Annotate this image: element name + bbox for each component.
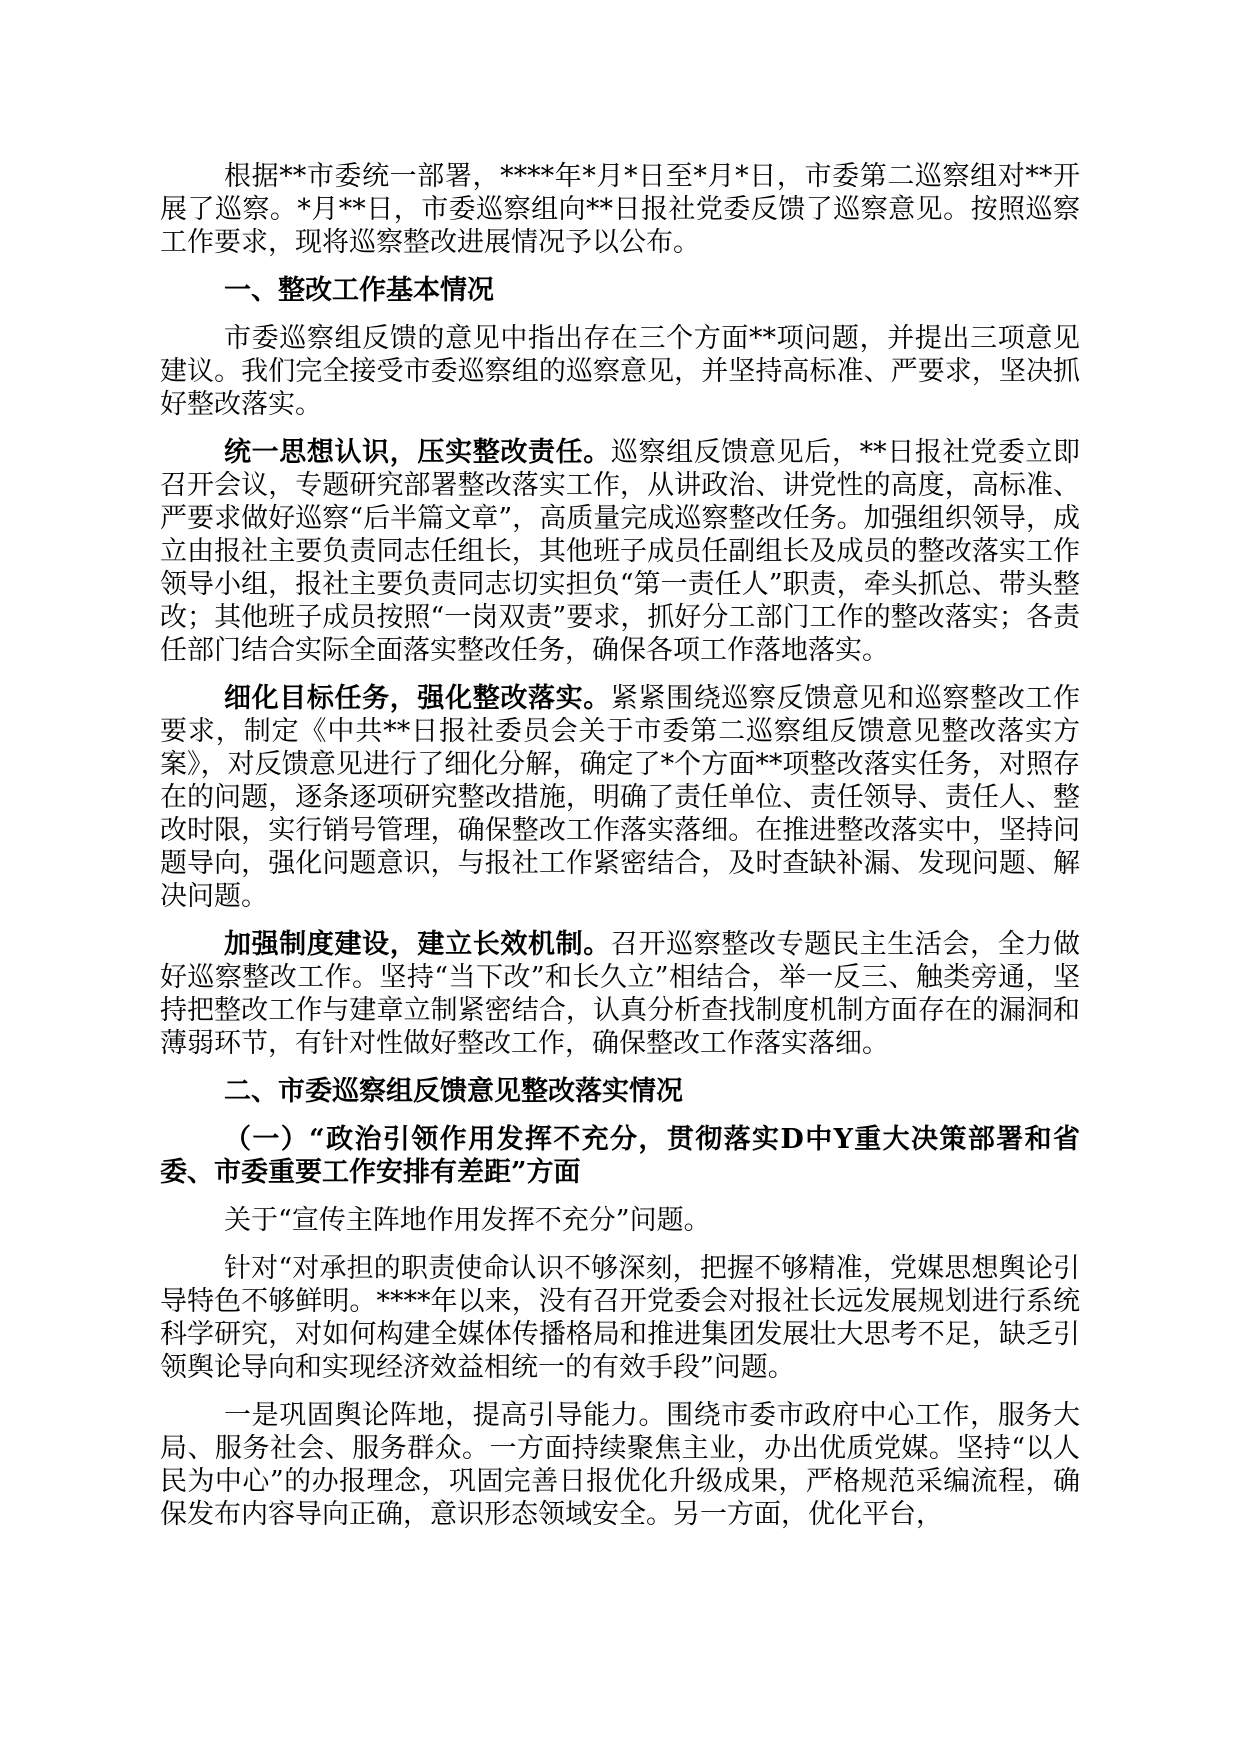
subsection1-heading: （一）“政治引领作用发挥不充分，贯彻落实D中Y重大决策部署和省委、市委重要工作安排有差距”方面 <box>160 1124 1080 1188</box>
measure3-paragraph <box>160 928 1080 1060</box>
measure1-body: 巡察组反馈意见后，**日报社党委立即召开会议，专题研究部署整改落实工作，从讲政治、讲党性的高度，高标准、严要求做好巡察“后半篇文章”，高质量完成巡察整改任务。加强组织领导，成立由报社主要负责同志任组长，其他班子成员任副组长及成员的整改落实工作领导小组，报社主要负责同志切实担负“第一责任人”职责，牵头抓总、带头整改；其他班子成员按照“一岗双责”要求，抓好分工部门工作的整改落实；各责任部门结合实际全面落实整改任务，确保各项工作落地落实。 <box>160 437 1081 666</box>
issue1-detail-paragraph: 针对“对承担的职责使命认识不够深刻，把握不够精准，党媒思想舆论引导特色不够鲜明。****年以来，没有召开党委会对报社长远发展规划进行系统科学研究，对如何构建全媒体传播格局和推进集团发展壮大思考不足，缺乏引领舆论导向和实现经济效益相统一的有效手段”问题。 <box>160 1253 1080 1383</box>
measure1-paragraph <box>160 436 1080 667</box>
action1-paragraph: 一是巩固舆论阵地，提高引导能力。围绕市委市政府中心工作，服务大局、服务社会、服务群众。一方面持续聚焦主业，办出优质党媒。坚持“以人民为中心”的办报理念，巩固完善日报优化升级成果，严格规范采编流程，确保发布内容导向正确，意识形态领域安全。另一方面，优化平台， <box>160 1400 1080 1530</box>
measure2-lead: 细化目标任务，强化整改落实。 <box>224 683 611 714</box>
section1-paragraph: 市委巡察组反馈的意见中指出存在三个方面**项问题，并提出三项意见建议。我们完全接受市委巡察组的巡察意见，并坚持高标准、严要求，坚决抓好整改落实。 <box>160 323 1080 420</box>
intro-paragraph: 根据**市委统一部署，****年*月*日至*月*日，市委第二巡察组对**开展了巡察。*月**日，市委巡察组向**日报社党委反馈了巡察意见。按照巡察工作要求，现将巡察整改进展情况予以公布。 <box>160 161 1080 258</box>
measure3-body: 召开巡察整改专题民主生活会，全力做好巡察整改工作。坚持“当下改”和长久立”相结合，举一反三、触类旁通，坚持把整改工作与建章立制紧密结合，认真分析查找制度机制方面存在的漏洞和薄弱环节，有针对性做好整改工作，确保整改工作落实落细。 <box>160 929 1081 1059</box>
measure1-lead: 统一思想认识，压实整改责任。 <box>224 437 611 468</box>
section1-heading: 一、整改工作基本情况 <box>224 275 494 306</box>
issue1-paragraph: 关于“宣传主阵地作用发挥不充分”问题。 <box>224 1205 711 1236</box>
section2-heading: 二、市委巡察组反馈意见整改落实情况 <box>224 1076 683 1107</box>
measure2-body: 紧紧围绕巡察反馈意见和巡察整改工作要求，制定《中共**日报社委员会关于市委第二巡察组反馈意见整改落实方案》，对反馈意见进行了细化分解，确定了*个方面**项整改落实任务，对照存在的问题，逐条逐项研究整改措施，明确了责任单位、责任领导、责任人、整改时限，实行销号管理，确保整改工作落实落细。在推进整改落实中，坚持问题导向，强化问题意识，与报社工作紧密结合，及时查缺补漏、发现问题、解决问题。 <box>160 683 1081 912</box>
measure3-lead: 加强制度建设，建立长效机制。 <box>224 929 611 960</box>
document-body <box>160 160 1080 1546</box>
measure2-paragraph <box>160 682 1080 913</box>
